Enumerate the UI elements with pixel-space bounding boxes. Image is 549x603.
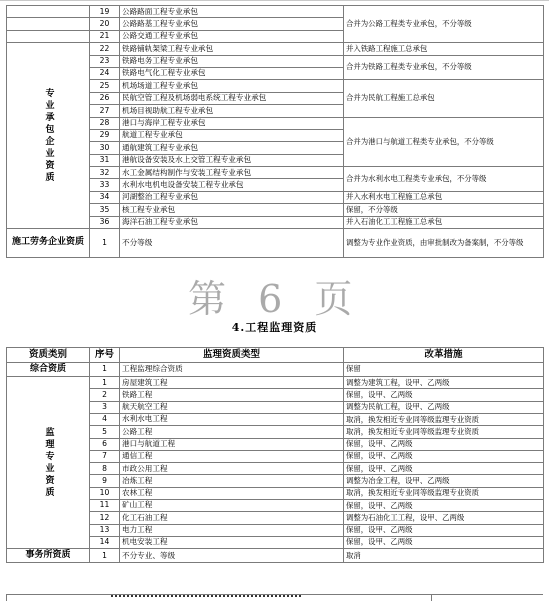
row-name: 水利水电机电设备安装工程专业承包: [120, 179, 344, 191]
row-no: 27: [90, 105, 120, 117]
row-name: 化工石油工程: [120, 512, 344, 524]
row-no: 10: [90, 487, 120, 499]
row-measure: 合并为公路工程类专业承包，不分等级: [344, 6, 544, 43]
row-no: 8: [90, 463, 120, 475]
comprehensive-category-cell: 综合资质: [7, 363, 90, 377]
row-category-cont: [7, 30, 90, 42]
supervision-specialty-category-cell: 监理专业资质: [7, 377, 90, 549]
header-no: 序号: [90, 348, 120, 363]
row-name: 公路路面工程专业承包: [120, 6, 344, 18]
row-no: 24: [90, 67, 120, 79]
row-no: 1: [90, 377, 120, 389]
row-no: 28: [90, 117, 120, 129]
row-name: 铁路电务工程专业承包: [120, 55, 344, 67]
row-no: 1: [90, 363, 120, 377]
row-measure: 取消，换发相近专业同等级监理专业资质: [344, 426, 544, 438]
row-measure: 合并为水利水电工程类专业承包，不分等级: [344, 167, 544, 192]
row-no: 19: [90, 6, 120, 18]
row-name: 港口与航道工程: [120, 438, 344, 450]
row-name: 通航建筑工程专业承包: [120, 142, 344, 154]
table-row: [7, 43, 544, 55]
row-no: 34: [90, 191, 120, 203]
row-no: 12: [90, 512, 120, 524]
row-measure: 并入水利水电工程施工总承包: [344, 191, 544, 203]
row-no: 23: [90, 55, 120, 67]
table-row: [7, 6, 544, 18]
row-measure: 保留，设甲、乙两级: [344, 450, 544, 462]
row-name: 公路工程: [120, 426, 344, 438]
row-name: 铁路工程: [120, 389, 344, 401]
row-no: 25: [90, 80, 120, 92]
row-no: 11: [90, 500, 120, 512]
row-no: 31: [90, 154, 120, 166]
row-no: 33: [90, 179, 120, 191]
firm-category-cell: 事务所资质: [7, 549, 90, 563]
row-name: 公路路基工程专业承包: [120, 18, 344, 30]
row-no: 1: [90, 229, 120, 258]
row-measure: 取消，换发相近专业同等级监理专业资质: [344, 413, 544, 425]
supervision-qualification-table: [6, 347, 544, 563]
row-name: 电力工程: [120, 524, 344, 536]
row-measure: 合并为港口与航道工程类专业承包，不分等级: [344, 117, 544, 167]
row-name: 水工金属结构制作与安装工程专业承包: [120, 167, 344, 179]
row-name: 民航空管工程及机场弱电系统工程专业承包: [120, 92, 344, 104]
page-number-watermark: 第 6 页: [188, 277, 363, 321]
table-row: [7, 377, 544, 389]
row-name: 农林工程: [120, 487, 344, 499]
row-category-cont: [7, 6, 90, 18]
row-measure: 合并为民航工程施工总承包: [344, 80, 544, 117]
contractor-qualification-table: [6, 5, 544, 258]
row-no: 21: [90, 30, 120, 42]
row-name: 机场场道工程专业承包: [120, 80, 344, 92]
row-no: 2: [90, 389, 120, 401]
row-no: 30: [90, 142, 120, 154]
labor-category-cell: 施工劳务企业资质: [7, 229, 90, 258]
row-no: 20: [90, 18, 120, 30]
row-measure: 保留，设甲、乙两级: [344, 500, 544, 512]
row-name: 公路交通工程专业承包: [120, 30, 344, 42]
row-measure: 调整为石油化工工程，设甲、乙两级: [344, 512, 544, 524]
row-no: 3: [90, 401, 120, 413]
table-row: [7, 549, 544, 563]
row-measure: 取消: [344, 549, 544, 563]
row-name: 冶炼工程: [120, 475, 344, 487]
row-measure: 保留，设甲、乙两级: [344, 463, 544, 475]
row-measure: 保留: [344, 363, 544, 377]
labor-row: [7, 229, 544, 258]
row-name: 航道工程专业承包: [120, 129, 344, 141]
header-category: 资质类别: [7, 348, 90, 363]
row-name: 工程监理综合资质: [120, 363, 344, 377]
row-no: 5: [90, 426, 120, 438]
row-measure: 保留，设甲、乙两级: [344, 524, 544, 536]
row-no: 29: [90, 129, 120, 141]
row-measure: 并入石油化工工程施工总承包: [344, 216, 544, 228]
row-no: 7: [90, 450, 120, 462]
header-measure: 改革措施: [344, 348, 544, 363]
row-name: 不分等级: [120, 229, 344, 258]
row-no: 13: [90, 524, 120, 536]
row-measure: 保留，不分等级: [344, 204, 544, 216]
row-name: 海洋石油工程专业承包: [120, 216, 344, 228]
row-measure: 调整为冶金工程，设甲、乙两级: [344, 475, 544, 487]
row-no: 22: [90, 43, 120, 55]
row-name: 铁路铺轨架梁工程专业承包: [120, 43, 344, 55]
next-table-edge: [6, 594, 543, 595]
row-name: 房屋建筑工程: [120, 377, 344, 389]
row-no: 9: [90, 475, 120, 487]
row-name: 机电安装工程: [120, 536, 344, 548]
row-name: 航天航空工程: [120, 401, 344, 413]
table-row: [7, 363, 544, 377]
row-measure: 保留，设甲、乙两级: [344, 536, 544, 548]
next-table-divider: [431, 595, 432, 601]
row-name: 市政公用工程: [120, 463, 344, 475]
row-measure: 合并为铁路工程类专业承包，不分等级: [344, 55, 544, 80]
row-no: 35: [90, 204, 120, 216]
row-no: 36: [90, 216, 120, 228]
header-type: 监理资质类型: [120, 348, 344, 363]
row-no: 14: [90, 536, 120, 548]
row-no: 26: [90, 92, 120, 104]
row-name: 铁路电气化工程专业承包: [120, 67, 344, 79]
page-top-line: [0, 0, 549, 1]
row-name: 河湖整治工程专业承包: [120, 191, 344, 203]
row-measure: 调整为专业作业资质，由审批制改为备案制，不分等级: [344, 229, 544, 258]
row-no: 4: [90, 413, 120, 425]
next-table-left-border: [6, 595, 97, 601]
table-header-row: [7, 348, 544, 363]
row-name: 核工程专业承包: [120, 204, 344, 216]
row-measure: 保留，设甲、乙两级: [344, 438, 544, 450]
row-name: 港口与海岸工程专业承包: [120, 117, 344, 129]
row-measure: 取消，换发相近专业同等级监理专业资质: [344, 487, 544, 499]
row-no: 1: [90, 549, 120, 563]
specialty-category-cell: 专业承包企业资质: [7, 43, 90, 229]
row-measure: 保留，设甲、乙两级: [344, 389, 544, 401]
row-no: 32: [90, 167, 120, 179]
row-no: 6: [90, 438, 120, 450]
row-name: 机场目视助航工程专业承包: [120, 105, 344, 117]
row-measure: 并入铁路工程施工总承包: [344, 43, 544, 55]
row-name: 水利水电工程: [120, 413, 344, 425]
row-name: 不分专业、等级: [120, 549, 344, 563]
row-name: 通信工程: [120, 450, 344, 462]
section-title: 4.工程监理资质: [231, 321, 318, 334]
row-measure: 调整为民航工程，设甲、乙两级: [344, 401, 544, 413]
row-name: 矿山工程: [120, 500, 344, 512]
row-measure: 调整为建筑工程，设甲、乙两级: [344, 377, 544, 389]
row-name: 港航设备安装及水上交管工程专业承包: [120, 154, 344, 166]
row-category-cont: [7, 18, 90, 30]
